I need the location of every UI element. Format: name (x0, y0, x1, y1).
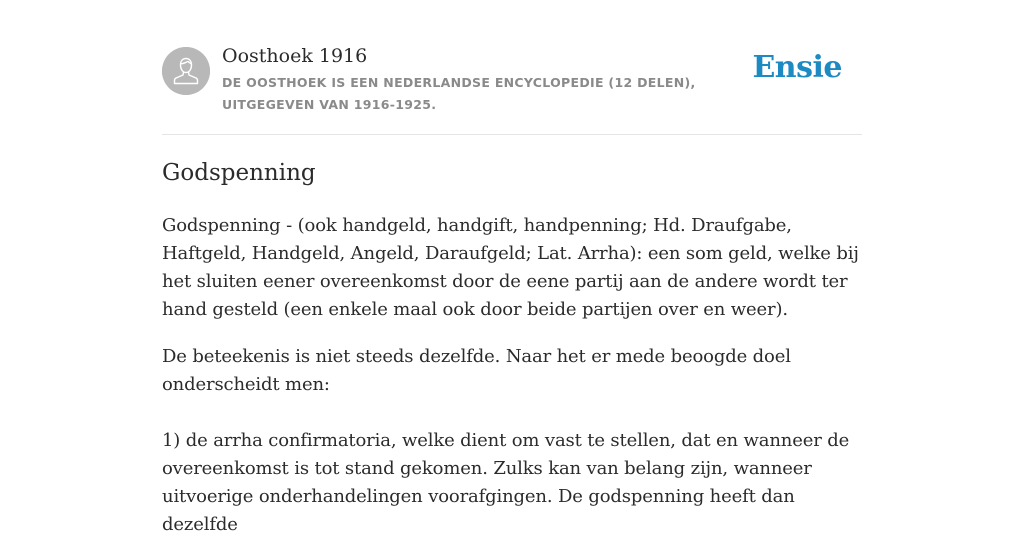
article-paragraph: Godspenning - (ook handgeld, handgift, handpenning; Hd. Draufgabe, Haftgeld, Handgeld, Angeld, Daraufgeld; Lat. Arrha): een som geld, welke bij het sluiten eener overeenkomst door de eene partij aan de andere wordt ter hand gesteld (een enkele maal ook door beide partijen over en weer). (162, 215, 859, 320)
article-body (162, 212, 862, 558)
content-container (162, 0, 862, 535)
source-description: DE OOSTHOEK IS EEN NEDERLANDSE ENCYCLOPEDIE (12 DELEN), UITGEGEVEN VAN 1916-1925. (222, 75, 696, 112)
ensie-logo-link[interactable]: Ensie (752, 50, 842, 85)
article-paragraph: De beteekenis is niet steeds dezelfde. Naar het er mede beoogde doel onderscheidt men: (162, 346, 791, 395)
source-name[interactable]: Oosthoek 1916 (222, 45, 368, 67)
user-silhouette-icon[interactable] (162, 47, 210, 95)
article-title: Godspenning (162, 160, 316, 186)
source-header (162, 0, 862, 135)
article-paragraph: 1) de arrha confirmatoria, welke dient om vast te stellen, dat en wanneer de overeenkomst is tot stand gekomen. Zulks kan van belang zijn, wanneer uitvoerige onderhandelingen voorafgingen. De godspenning heeft dan dezelfde (162, 430, 850, 535)
